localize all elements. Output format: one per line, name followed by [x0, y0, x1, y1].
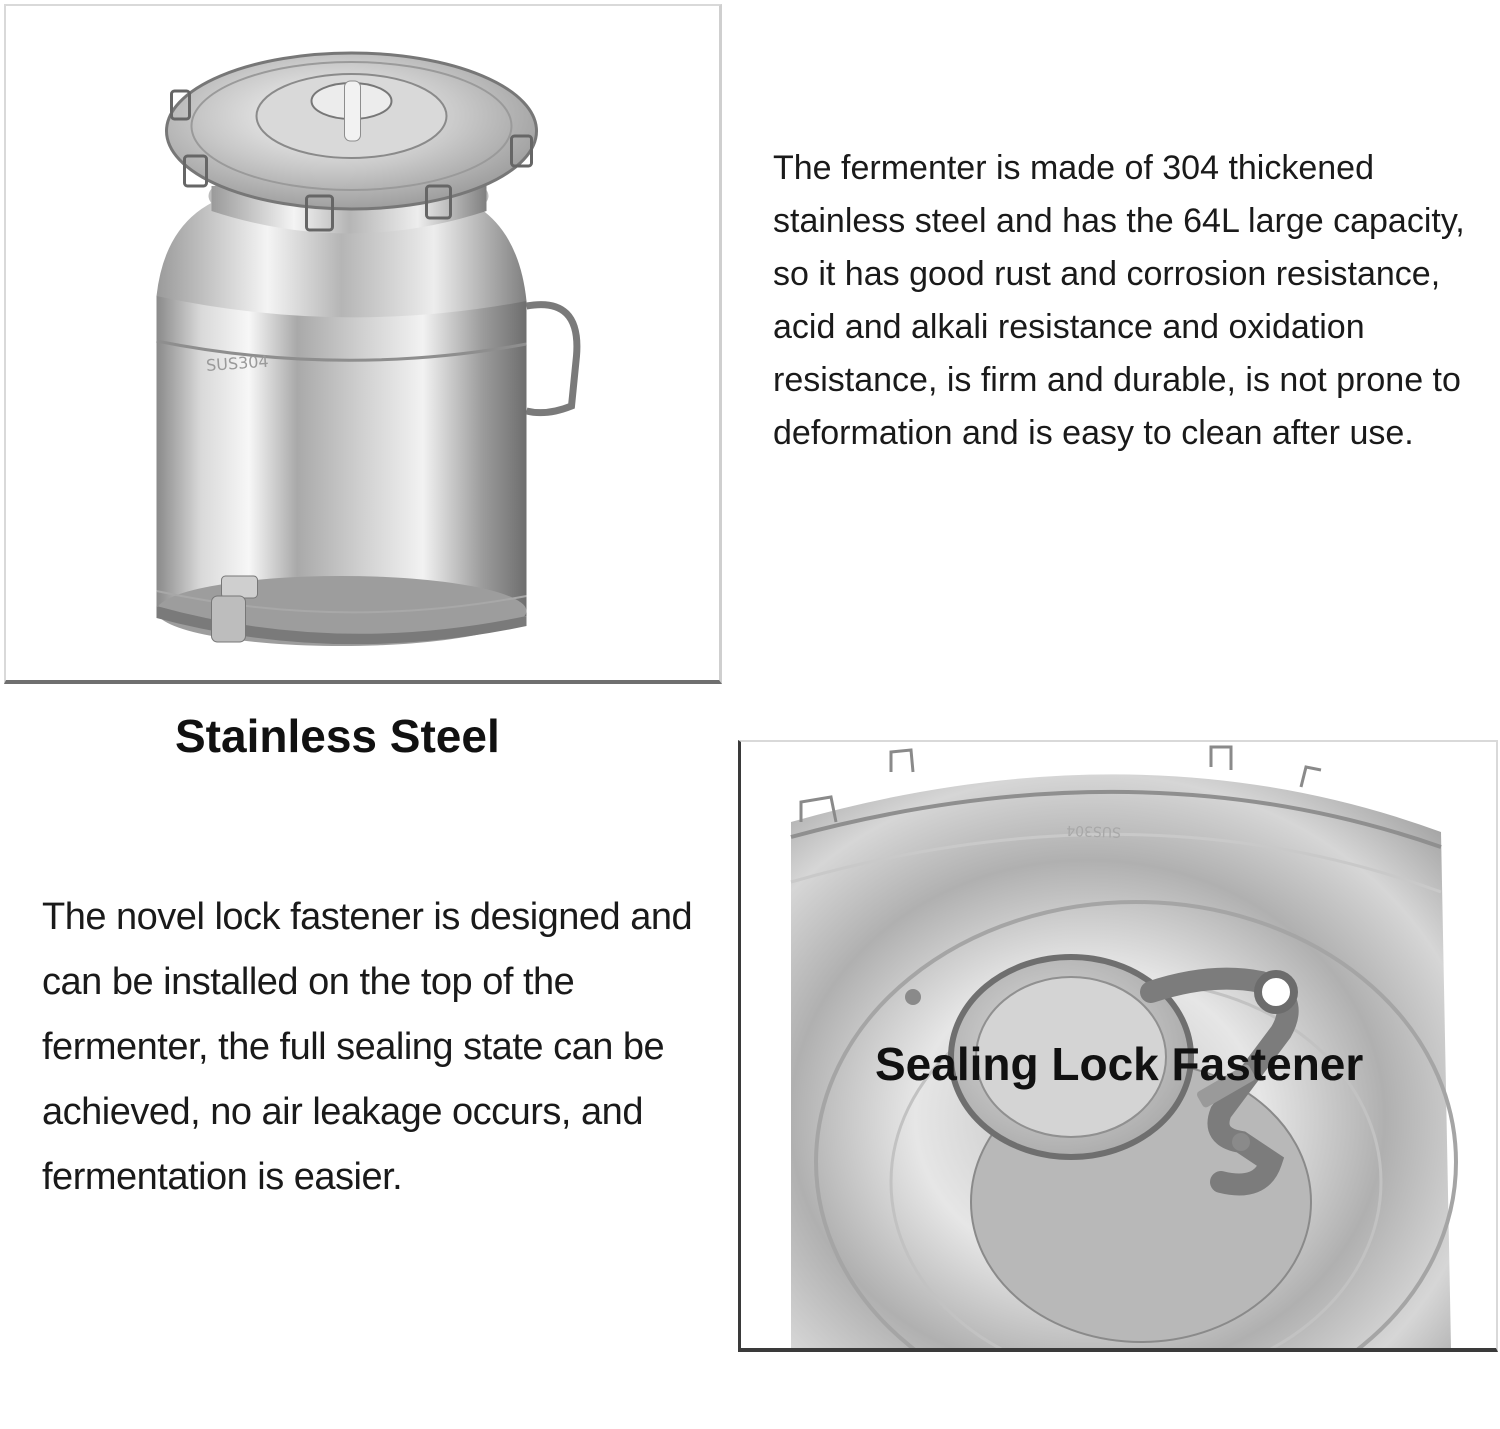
- lock-description: The novel lock fastener is designed and can be installed on the top of the fermenter, the full sealing state can be achieved, no air leakage occurs, and fermentation is easier.: [42, 896, 693, 1198]
- sealing-lock-fastener-caption: Sealing Lock Fastener: [875, 1038, 1364, 1090]
- lid-engraving: SUS304: [1066, 821, 1122, 840]
- fermenter-photo: [6, 6, 719, 680]
- fermenter-photo-frame: [4, 4, 722, 684]
- fermenter-engraving: SUS304: [205, 351, 270, 375]
- stainless-steel-caption: Stainless Steel: [175, 710, 500, 762]
- material-description: The fermenter is made of 304 thickened stainless steel and has the 64L large capacity, so it has good rust and corrosion resistance, acid and alkali resistance and oxidation resistance, is firm and durable, is not prone to deformation and is easy to clean after use.: [773, 149, 1465, 452]
